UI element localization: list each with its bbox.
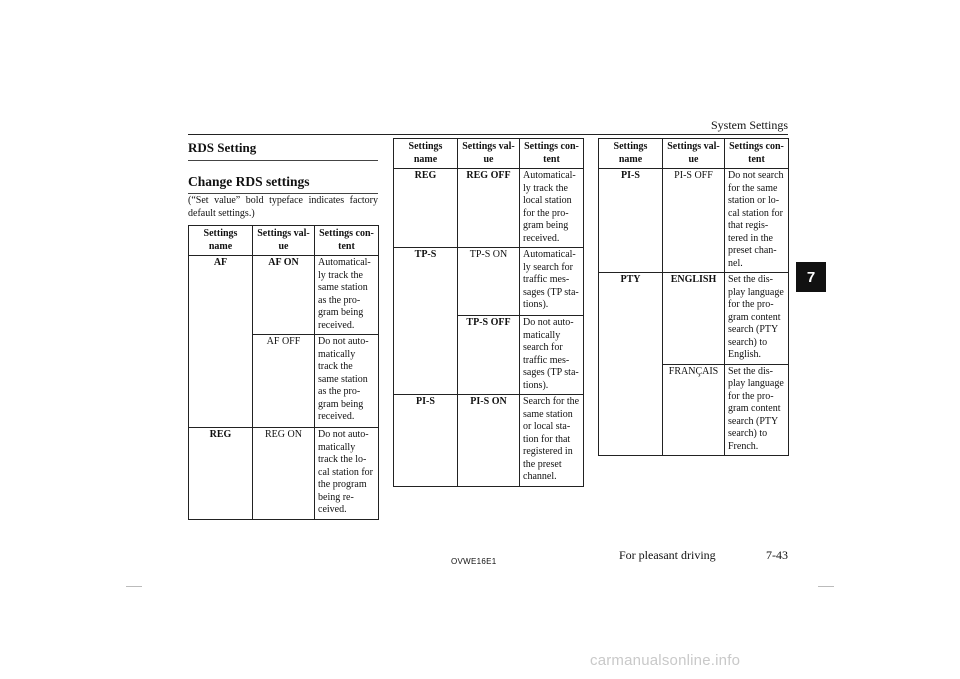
setting-value: REG OFF bbox=[458, 169, 520, 248]
page-number: 7-43 bbox=[766, 548, 788, 562]
setting-name-reg: REG bbox=[394, 169, 458, 248]
setting-value: AF ON bbox=[253, 256, 315, 335]
table-row bbox=[394, 248, 584, 316]
column-header-value: Settings val-ue bbox=[663, 139, 725, 169]
table-row bbox=[394, 395, 584, 487]
settings-table-3 bbox=[598, 138, 789, 456]
settings-table-1 bbox=[188, 225, 379, 520]
header-rule bbox=[188, 134, 788, 135]
column-header-value: Settings val-ue bbox=[458, 139, 520, 169]
column-header-content: Settings con-tent bbox=[520, 139, 584, 169]
section-heading: RDS Setting bbox=[188, 140, 378, 161]
column-header-name: Settings name bbox=[189, 226, 253, 256]
column-header-content: Settings con-tent bbox=[725, 139, 789, 169]
setting-value: TP-S ON bbox=[458, 248, 520, 316]
table-header-row bbox=[189, 226, 379, 256]
setting-name-pty: PTY bbox=[599, 273, 663, 456]
setting-content: Do not auto-matically track the same station as the pro-gram being received. bbox=[315, 335, 379, 428]
setting-name-reg: REG bbox=[189, 428, 253, 520]
setting-content: Set the dis-play language for the pro-gram content search (PTY search) to English. bbox=[725, 273, 789, 365]
setting-content: Do not auto-matically search for traffic mes-sages (TP sta-tions). bbox=[520, 316, 584, 395]
column-header-name: Settings name bbox=[599, 139, 663, 169]
table-header-row bbox=[394, 139, 584, 169]
watermark: carmanualsonline.info bbox=[590, 652, 741, 669]
document-code: OVWE16E1 bbox=[451, 557, 497, 566]
setting-content: Do not auto-matically track the lo-cal station for the program being re-ceived. bbox=[315, 428, 379, 520]
table-row bbox=[599, 169, 789, 273]
setting-name-tps: TP-S bbox=[394, 248, 458, 395]
table-row bbox=[394, 169, 584, 248]
setting-name-pis: PI-S bbox=[599, 169, 663, 273]
crop-mark bbox=[818, 586, 834, 587]
sub-heading: Change RDS settings bbox=[188, 174, 378, 194]
settings-table-2 bbox=[393, 138, 584, 487]
column-header-content: Settings con-tent bbox=[315, 226, 379, 256]
crop-mark bbox=[126, 586, 142, 587]
setting-value: TP-S OFF bbox=[458, 316, 520, 395]
setting-name-af: AF bbox=[189, 256, 253, 428]
setting-content: Search for the same station or local sta-tion for that registered in the preset channel. bbox=[520, 395, 584, 487]
setting-value: PI-S ON bbox=[458, 395, 520, 487]
table-row bbox=[189, 256, 379, 335]
setting-name-pis: PI-S bbox=[394, 395, 458, 487]
column-header-name: Settings name bbox=[394, 139, 458, 169]
chapter-tab: 7 bbox=[796, 262, 826, 292]
table-row bbox=[599, 273, 789, 365]
column-header-value: Settings val-ue bbox=[253, 226, 315, 256]
setting-value: AF OFF bbox=[253, 335, 315, 428]
footer-section-title: For pleasant driving bbox=[619, 548, 716, 562]
table-row bbox=[189, 428, 379, 520]
table-header-row bbox=[599, 139, 789, 169]
setting-content: Automatical-ly track the same station as the pro-gram being received. bbox=[315, 256, 379, 335]
intro-text: (“Set value” bold typeface indicates factory default settings.) bbox=[188, 195, 378, 219]
setting-value: ENGLISH bbox=[663, 273, 725, 365]
setting-content: Automatical-ly search for traffic mes-sages (TP sta-tions). bbox=[520, 248, 584, 316]
setting-content: Do not search for the same station or lo-cal station for that regis-tered in the preset chan-nel. bbox=[725, 169, 789, 273]
setting-value: FRANÇAIS bbox=[663, 364, 725, 456]
setting-value: REG ON bbox=[253, 428, 315, 520]
setting-value: PI-S OFF bbox=[663, 169, 725, 273]
running-header-title: System Settings bbox=[710, 118, 788, 132]
setting-content: Automatical-ly track the local station for the pro-gram being received. bbox=[520, 169, 584, 248]
setting-content: Set the dis-play language for the pro-gram content search (PTY search) to French. bbox=[725, 364, 789, 456]
